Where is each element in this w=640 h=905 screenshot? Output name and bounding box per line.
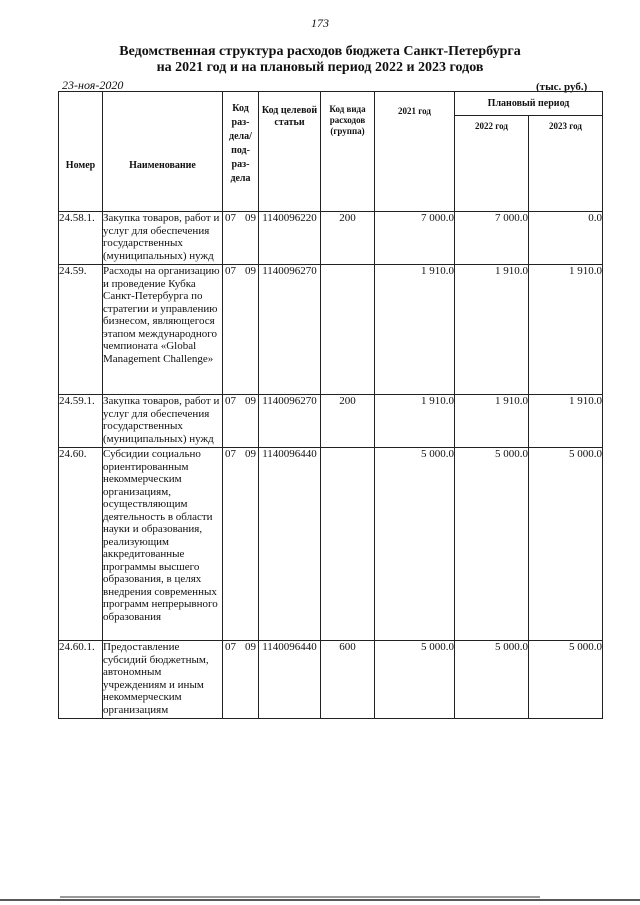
header-2023: 2023 год (529, 116, 603, 212)
row-2022: 1 910.0 (455, 395, 529, 448)
row-nomer: 24.59. (59, 265, 103, 395)
table-row (59, 265, 603, 395)
row-celevoy: 1140096270 (259, 265, 321, 395)
row-razdel: 07 09 (223, 395, 259, 448)
row-vid (321, 448, 375, 641)
row-2023: 1 910.0 (529, 395, 603, 448)
title-line-1: Ведомственная структура расходов бюджета Санкт-Петербурга (119, 44, 521, 59)
row-2022: 5 000.0 (455, 641, 529, 719)
row-name: Предоставление субсидий бюджетным, автономным учреждениям и иным некоммерческим организациям (103, 641, 223, 719)
row-name: Субсидии социально ориентированным некоммерческим организациям, осуществляющим деятельность в области науки и образования, реализующим аккредитованные программы высшего образования, в целях внедрения современных программ непрерывного образования (103, 448, 223, 641)
row-2023: 5 000.0 (529, 448, 603, 641)
header-razdel: Код раз-дела/ под-раз-дела (223, 92, 259, 212)
row-celevoy: 1140096440 (259, 641, 321, 719)
header-nomer: Номер (59, 92, 103, 212)
header-vid: Код вида расходов (группа) (321, 92, 375, 212)
budget-table (58, 91, 603, 719)
table-row (59, 395, 603, 448)
row-nomer: 24.60.1. (59, 641, 103, 719)
document-date: 23-ноя-2020 (62, 78, 124, 92)
header-2021: 2021 год (375, 92, 455, 212)
row-2023: 1 910.0 (529, 265, 603, 395)
row-2021: 5 000.0 (375, 641, 455, 719)
row-celevoy: 1140096440 (259, 448, 321, 641)
row-vid: 600 (321, 641, 375, 719)
row-name: Расходы на организацию и проведение Кубка Санкт-Петербурга по стратегии и управлению бизнесом, являющегося этапом международного чемпионата «Global Management Challenge» (103, 265, 223, 395)
row-celevoy: 1140096220 (259, 212, 321, 265)
row-celevoy: 1140096270 (259, 395, 321, 448)
row-2022: 1 910.0 (455, 265, 529, 395)
row-name: Закупка товаров, работ и услуг для обеспечения государственных (муниципальных) нужд (103, 395, 223, 448)
row-2021: 7 000.0 (375, 212, 455, 265)
row-vid: 200 (321, 212, 375, 265)
header-2022: 2022 год (455, 116, 529, 212)
page-number: 173 (311, 16, 329, 30)
row-nomer: 24.60. (59, 448, 103, 641)
row-name: Закупка товаров, работ и услуг для обеспечения государственных (муниципальных) нужд (103, 212, 223, 265)
table-row (59, 212, 603, 265)
row-razdel: 07 09 (223, 641, 259, 719)
row-nomer: 24.58.1. (59, 212, 103, 265)
units-label: (тыс. руб.) (536, 81, 588, 93)
row-2021: 5 000.0 (375, 448, 455, 641)
table-row (59, 641, 603, 719)
header-name: Наименование (103, 92, 223, 212)
row-2022: 5 000.0 (455, 448, 529, 641)
document-title (0, 44, 640, 76)
row-2022: 7 000.0 (455, 212, 529, 265)
row-2021: 1 910.0 (375, 265, 455, 395)
header-celevoy: Код целевой статьи (259, 92, 321, 212)
row-razdel: 07 09 (223, 212, 259, 265)
table-row (59, 448, 603, 641)
scan-edge-lines (0, 896, 640, 902)
row-2023: 0.0 (529, 212, 603, 265)
header-plan: Плановый период (455, 92, 603, 116)
row-nomer: 24.59.1. (59, 395, 103, 448)
title-line-2: на 2021 год и на плановый период 2022 и 2023 годов (156, 60, 484, 75)
row-vid: 200 (321, 395, 375, 448)
row-2021: 1 910.0 (375, 395, 455, 448)
row-razdel: 07 09 (223, 448, 259, 641)
row-razdel: 07 09 (223, 265, 259, 395)
row-2023: 5 000.0 (529, 641, 603, 719)
row-vid (321, 265, 375, 395)
